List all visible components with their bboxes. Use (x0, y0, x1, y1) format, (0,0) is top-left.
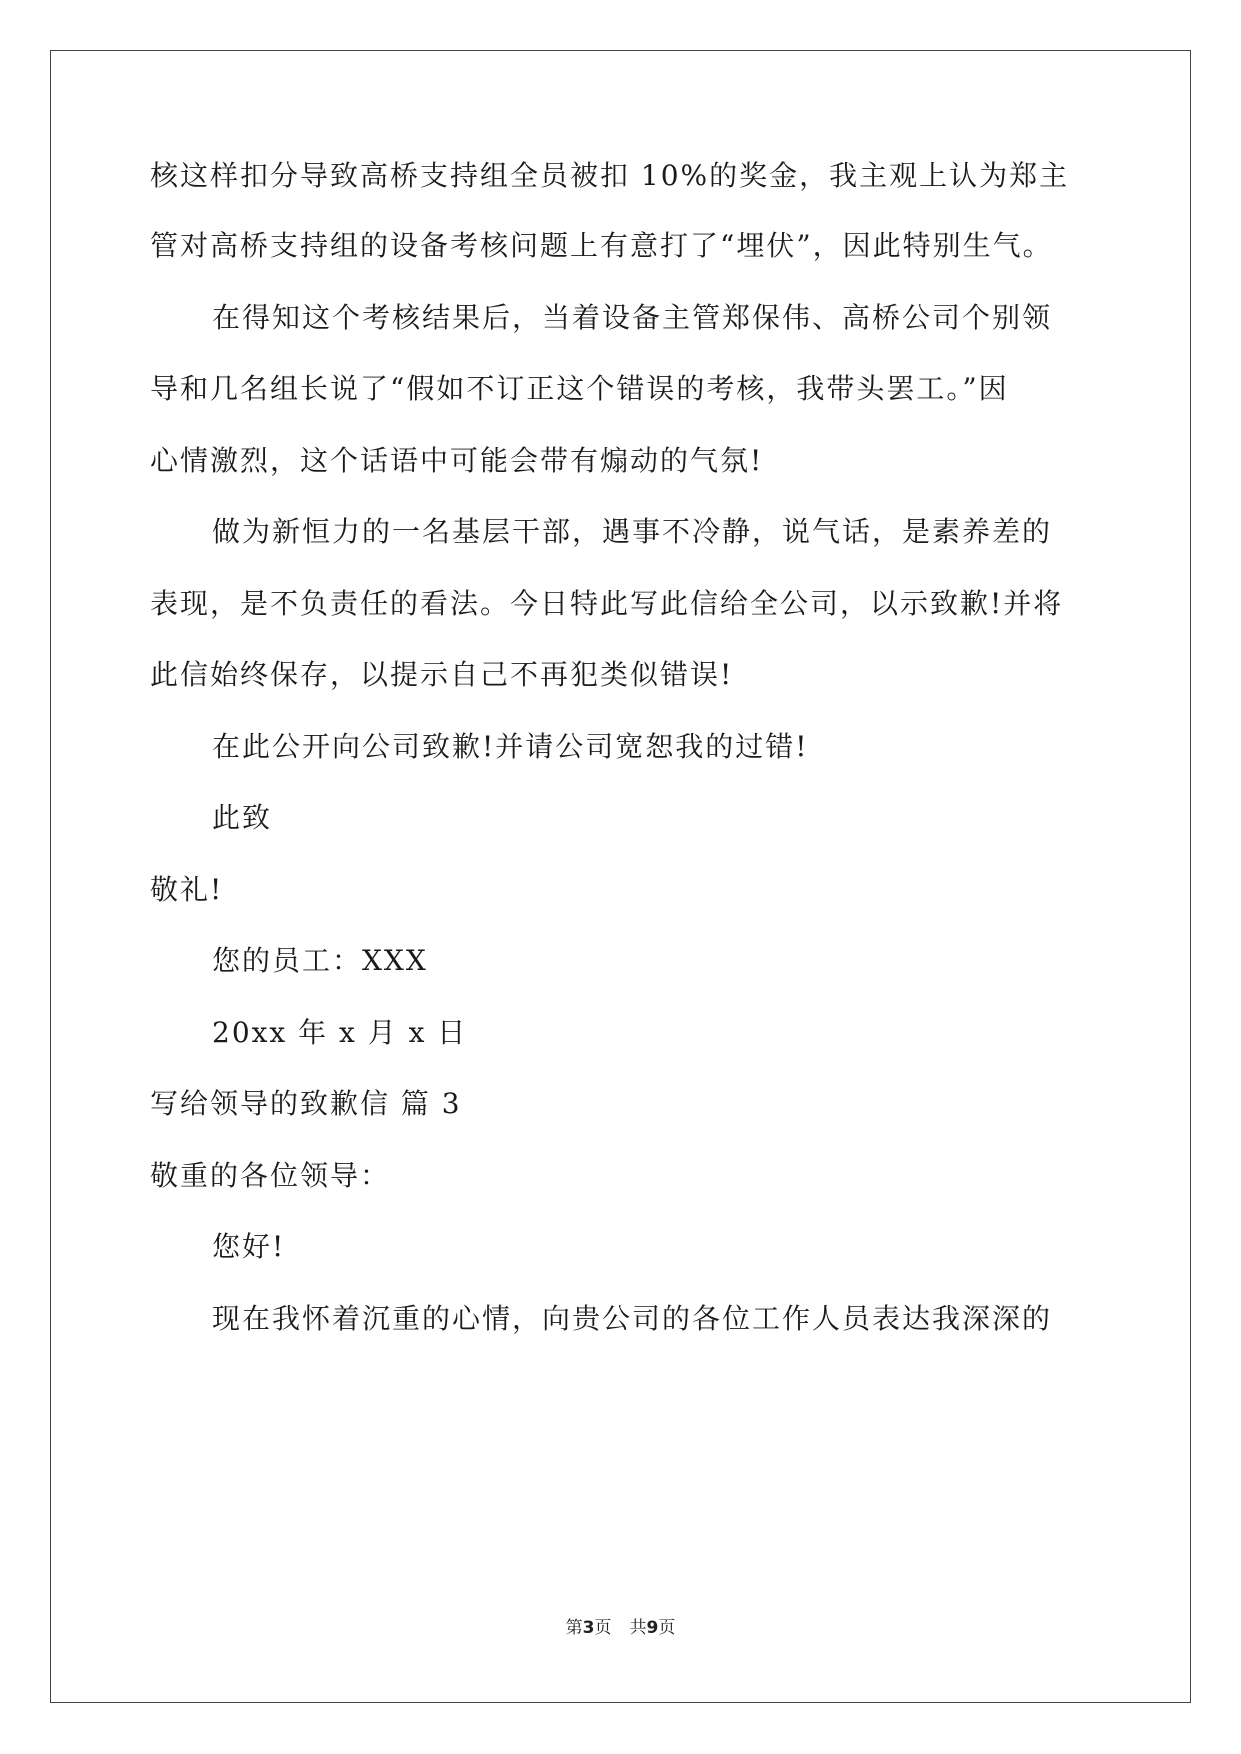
footer-total-prefix: 共 (629, 1618, 647, 1638)
footer-total-pages: 9 (646, 1618, 659, 1638)
body-line-9: 在此公开向公司致歉!并请公司宽恕我的过错! (212, 730, 809, 763)
footer-total-suffix: 页 (658, 1618, 676, 1638)
body-line-1: 核这样扣分导致高桥支持组全员被扣 10%的奖金，我主观上认为郑主 (150, 159, 1070, 192)
footer-page-number: 3 (582, 1618, 595, 1638)
body-line-2: 管对高桥支持组的设备考核问题上有意打了“埋伏”，因此特别生气。 (150, 229, 1053, 262)
signature-line: 您的员工：XXX (212, 944, 428, 977)
page-footer (0, 1617, 1241, 1639)
closing-regards: 敬礼! (150, 873, 224, 906)
closing-salutation: 此致 (212, 801, 273, 834)
body-line-7: 表现，是不负责任的看法。今日特此写此信给全公司，以示致歉!并将 (150, 587, 1064, 620)
body-line-3: 在得知这个考核结果后，当着设备主管郑保伟、高桥公司个别领 (212, 301, 1053, 334)
section-heading: 写给领导的致歉信 篇 3 (150, 1087, 462, 1120)
body-line-last: 现在我怀着沉重的心情，向贵公司的各位工作人员表达我深深的 (212, 1302, 1053, 1335)
body-line-6: 做为新恒力的一名基层干部，遇事不冷静，说气话，是素养差的 (212, 515, 1053, 548)
greeting-line: 敬重的各位领导： (150, 1159, 391, 1192)
body-line-4: 导和几名组长说了“假如不订正这个错误的考核，我带头罢工。”因 (150, 372, 1009, 405)
footer-prefix: 第 (565, 1618, 583, 1638)
date-line: 20xx 年 x 月 x 日 (212, 1016, 468, 1049)
hello-line: 您好! (212, 1230, 286, 1263)
body-line-8: 此信始终保存，以提示自己不再犯类似错误! (150, 658, 734, 691)
body-line-5: 心情激烈，这个话语中可能会带有煽动的气氛! (150, 444, 764, 477)
footer-page-suffix: 页 (594, 1618, 612, 1638)
